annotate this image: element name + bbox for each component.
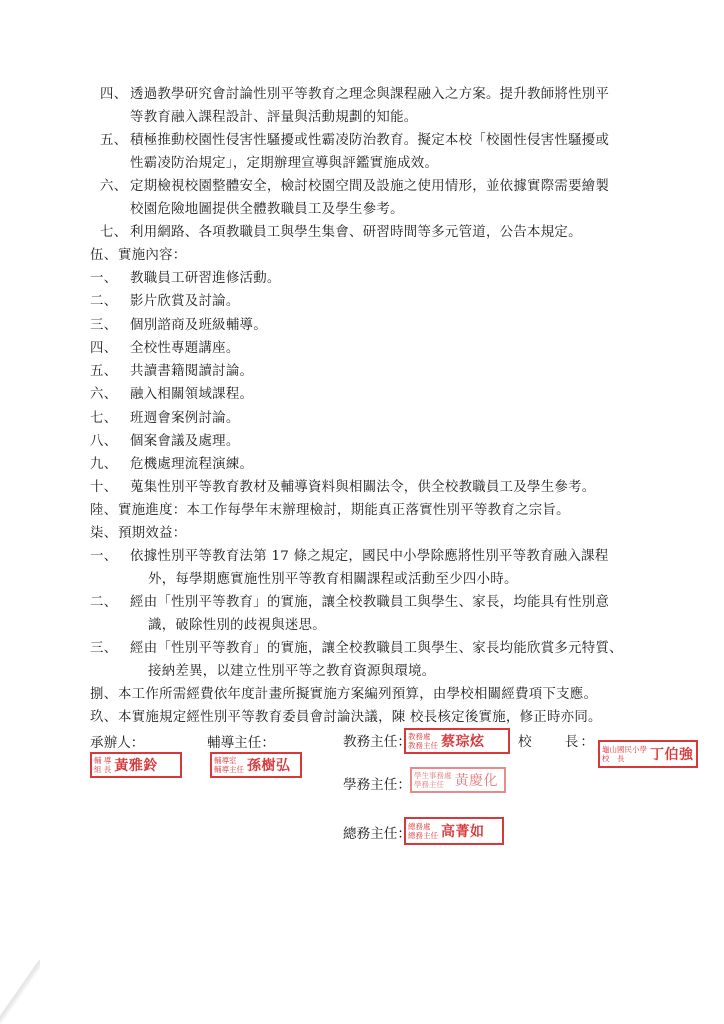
line-text: 實施進度：本工作每學年末辦理檢討，期能真正落實性別平等教育之宗旨。	[118, 503, 570, 518]
line-text: 本工作所需經費依年度計畫所擬實施方案編列預算，由學校相關經費項下支應。	[118, 687, 598, 702]
line-text: 透過教學研究會討論性別平等教育之理念與課程融入之方案。提升教師將性別平	[130, 87, 610, 102]
item-number: 二、	[90, 595, 118, 610]
item-number: 一、	[90, 271, 118, 286]
line-text: 依據性別平等教育法第 17 條之規定，國民中小學除應將性別平等教育融入課程	[130, 549, 609, 564]
line-text: 經由「性別平等教育」的實施，讓全校教職員工與學生、家長，均能具有性別意	[130, 595, 610, 610]
item-number: 七、	[100, 225, 128, 240]
counsel-director-seal-stamp: 輔導室 輔導主任 孫樹弘	[210, 752, 302, 778]
line-text: 預期效益：	[118, 526, 187, 541]
line-text: 經由「性別平等教育」的實施，讓全校教職員工與學生、家長均能欣賞多元特質、	[130, 641, 623, 656]
item-number: 六、	[90, 387, 118, 402]
principal-seal-stamp: 龜山國民小學 校 長 丁伯強	[598, 740, 698, 768]
line-text: 積極推動校園性侵害性騷擾或性霸凌防治教育。擬定本校「校園性侵害性騷擾或	[130, 133, 610, 148]
academic-director-label: 教務主任：	[343, 734, 411, 750]
item-number: 七、	[90, 411, 118, 426]
academic-director-seal-stamp: 教務處 教務主任 蔡琮炫	[404, 728, 510, 754]
item-number: 八、	[90, 434, 118, 449]
item-number: 捌、	[90, 687, 118, 702]
item-number: 二、	[90, 294, 118, 309]
line-text: 個案會議及處理。	[130, 434, 240, 449]
general-affairs-director-label: 總務主任：	[343, 826, 411, 842]
scan-fold-mark	[0, 960, 40, 1024]
line-text: 融入相關領域課程。	[130, 387, 254, 402]
item-number: 五、	[90, 364, 118, 379]
line-text: 定期檢視校園整體安全，檢討校園空間及設施之使用情形，並依據實際需要繪製	[130, 179, 610, 194]
line-text: 外，每學期應實施性別平等教育相關課程或活動至少四小時。	[148, 572, 518, 587]
student-affairs-director-label: 學務主任：	[343, 777, 411, 793]
line-text: 等教育融入課程設計、評量與活動規劃的知能。	[130, 110, 418, 125]
line-text: 全校性專題講座。	[130, 341, 240, 356]
item-number: 三、	[90, 318, 118, 333]
item-number: 一、	[90, 549, 118, 564]
line-text: 利用網路、各項教職員工與學生集會、研習時間等多元管道，公告本規定。	[130, 225, 582, 240]
item-number: 伍、	[90, 248, 118, 263]
item-number: 陸、	[90, 503, 118, 518]
item-number: 玖、	[90, 710, 118, 725]
line-text: 本實施規定經性別平等教育委員會討論決議，陳 校長核定後實施，修正時亦同。	[118, 710, 602, 725]
principal-label: 校 長：	[518, 734, 596, 750]
line-text: 接納差異，以建立性別平等之教育資源與環境。	[148, 664, 436, 679]
item-number: 九、	[90, 457, 118, 472]
line-text: 個別諮商及班級輔導。	[130, 318, 267, 333]
line-text: 共讀書籍閱讀討論。	[130, 364, 254, 379]
handler-label: 承辦人：	[90, 735, 145, 751]
line-text: 教職員工研習進修活動。	[130, 271, 281, 286]
item-number: 四、	[100, 87, 128, 102]
line-text: 危機處理流程演練。	[130, 457, 254, 472]
handler-seal-stamp: 輔 導 組 長 黃雅鈴	[90, 752, 182, 778]
item-number: 五、	[100, 133, 128, 148]
line-text: 影片欣賞及討論。	[130, 294, 240, 309]
item-number: 六、	[100, 179, 128, 194]
line-text: 實施內容：	[118, 248, 187, 263]
student-affairs-director-seal-stamp: 學生事務處 學務主任 黃慶化	[410, 767, 506, 793]
line-text: 識，破除性別的歧視與迷思。	[148, 618, 326, 633]
line-text: 性霸凌防治規定」，定期辦理宣導與評鑑實施成效。	[130, 156, 439, 171]
line-text: 班週會案例討論。	[130, 411, 240, 426]
general-affairs-director-seal-stamp: 總務處 總務主任 高菁如	[404, 817, 504, 845]
item-number: 三、	[90, 641, 118, 656]
item-number: 四、	[90, 341, 118, 356]
item-number: 柒、	[90, 526, 118, 541]
line-text: 校園危險地圖提供全體教職員工及學生參考。	[130, 202, 404, 217]
counsel-director-label: 輔導主任：	[207, 735, 275, 751]
item-number: 十、	[90, 480, 118, 495]
line-text: 蒐集性別平等教育教材及輔導資料與相關法令，供全校教職員工及學生參考。	[130, 480, 596, 495]
